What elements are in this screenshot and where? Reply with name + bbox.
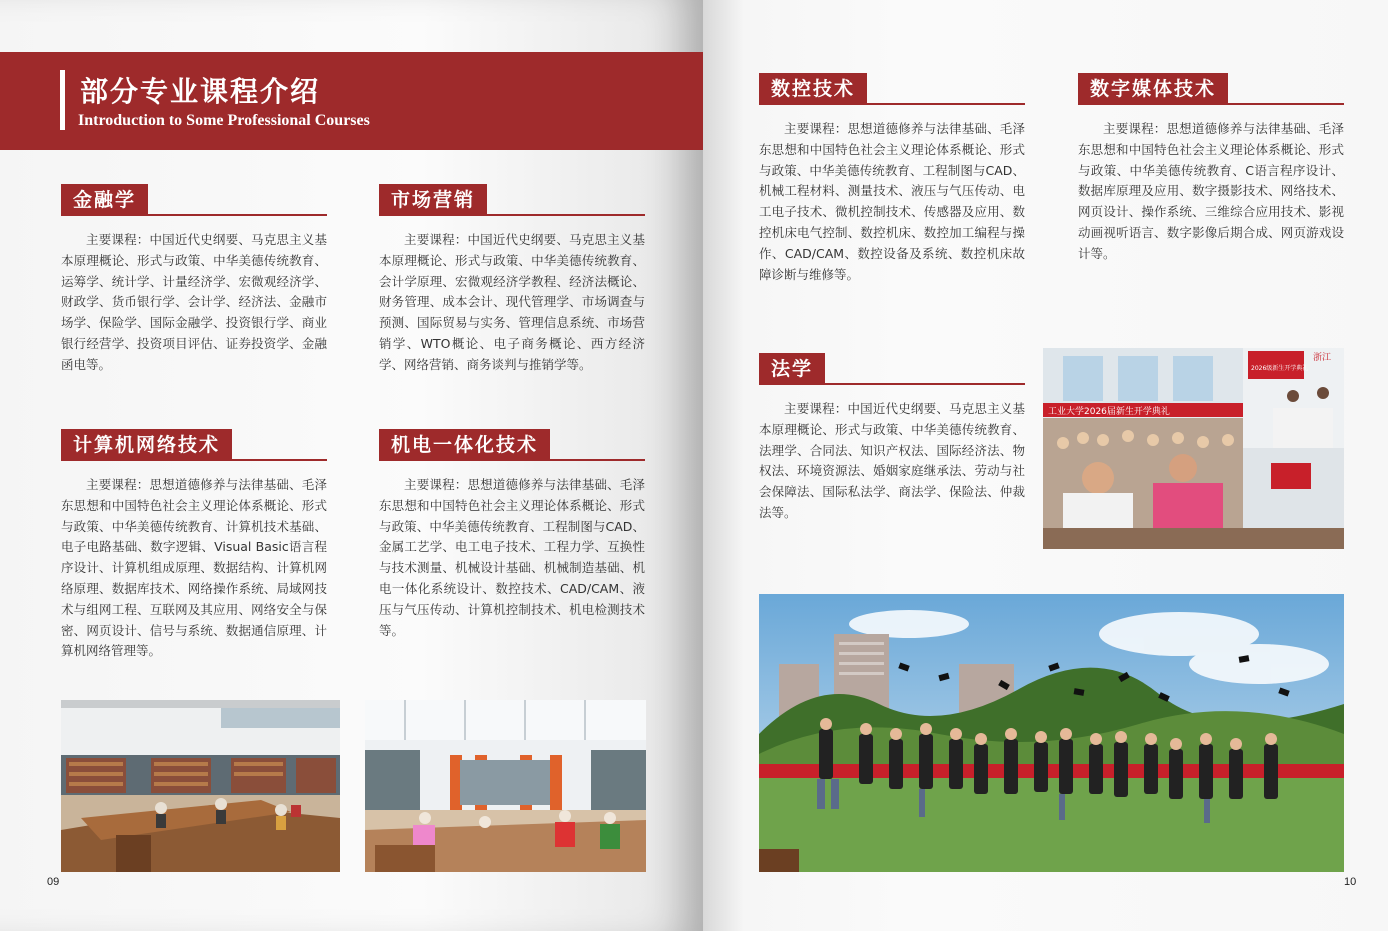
banner-accent-bar <box>60 70 65 130</box>
section-body: 主要课程：中国近代史纲要、马克思主义基本原理概论、形式与政策、中华美德传统教育、运筹学、统计学、计量经济学、宏微观经济学、财政学、货币银行学、会计学、经济法、金融市场学、保险学、国际金融学、投资银行学、商业银行经营学、投资项目评估、证券投资学、金融函电等。 <box>61 232 327 372</box>
section-digital-media <box>1078 75 1344 265</box>
page-subtitle: Introduction to Some Professional Courses <box>78 112 370 129</box>
section-title: 金融学 <box>61 184 148 216</box>
section-header <box>61 186 327 216</box>
section-body: 主要课程：中国近代史纲要、马克思主义基本原理概论、形式与政策、中华美德传统教育、法理学、合同法、知识产权法、国际经济法、物权法、环境资源法、婚姻家庭继承法、劳动与社会保障法、国际私法学、商法学、保险法、仲裁法等。 <box>759 401 1025 520</box>
graduation-photo <box>759 594 1344 872</box>
section-finance <box>61 186 327 376</box>
section-header <box>61 431 327 461</box>
section-title: 机电一体化技术 <box>379 429 550 461</box>
section-title: 数控技术 <box>759 73 867 105</box>
right-page <box>703 0 1388 931</box>
screen-text: 2026级新生开学典礼 <box>1251 365 1309 372</box>
section-title: 计算机网络技术 <box>61 429 232 461</box>
library-photo-1-image <box>61 700 340 872</box>
page-number-right: 10 <box>1344 876 1357 888</box>
sign-text: 浙江 <box>1313 353 1332 363</box>
section-marketing <box>379 186 645 376</box>
library-photo-2-image <box>365 700 646 872</box>
section-mechatronics <box>379 431 645 641</box>
section-body: 主要课程：中国近代史纲要、马克思主义基本原理概论、形式与政策、中华美德传统教育、会计学原理、宏微观经济学教程、经济法概论、财务管理、成本会计、现代管理学、市场调查与预测、国际贸易与实务、管理信息系统、市场营销学、WTO概论、电子商务概论、西方经济学、网络营销、商务谈判与推销学等。 <box>379 232 645 372</box>
section-header <box>759 75 1025 105</box>
page-title: 部分专业课程介绍 <box>80 75 321 108</box>
classroom-photo <box>1043 348 1344 549</box>
section-title: 市场营销 <box>379 184 487 216</box>
page-number-left: 09 <box>47 876 60 888</box>
section-body: 主要课程：思想道德修养与法律基础、毛泽东思想和中国特色社会主义理论体系概论、形式与政策、中华美德传统教育、计算机技术基础、电子电路基础、数字逻辑、Visual Basic语言程序设计、计算机组成原理、数据结构、计算机网络原理、数据库技术、网络操作系统、局域网技术与组网工程、互联网及其应用、网络安全与保密、网页设计、信号与系统、数据通信原理、计算机网络管理等。 <box>61 477 327 659</box>
section-body: 主要课程：思想道德修养与法律基础、毛泽东思想和中国特色社会主义理论体系概论、形式与政策、中华美德传统教育、工程制图与CAD、机械工程材料、测量技术、液压与气压传动、电工电子技术、微机控制技术、传感器及应用、数控机床电气控制、数控机床、数控加工编程与操作、CAD/CAM、数控设备及系统、数控机床故障诊断与维修等。 <box>759 121 1025 282</box>
section-body: 主要课程：思想道德修养与法律基础、毛泽东思想和中国特色社会主义理论体系概论、形式与政策、中华美德传统教育、C语言程序设计、数据库原理及应用、数字摄影技术、网络技术、网页设计、操作系统、三维综合应用技术、影视动画视听语言、数字影像后期合成、网页游戏设计等。 <box>1078 121 1344 261</box>
section-network <box>61 431 327 662</box>
section-law <box>759 355 1025 524</box>
section-title: 数字媒体技术 <box>1078 73 1228 105</box>
event-banner-text: 工业大学2026届新生开学典礼 <box>1048 407 1170 417</box>
section-header <box>759 355 1025 385</box>
library-photo-2 <box>365 700 646 872</box>
section-header <box>379 431 645 461</box>
section-header <box>1078 75 1344 105</box>
graduation-photo-image <box>759 594 1344 872</box>
classroom-photo-image <box>1043 348 1344 549</box>
section-title: 法学 <box>759 353 825 385</box>
header-banner <box>0 52 703 150</box>
section-header <box>379 186 645 216</box>
section-cnc <box>759 75 1025 285</box>
section-body: 主要课程：思想道德修养与法律基础、毛泽东思想和中国特色社会主义理论体系概论、形式与政策、中华美德传统教育、工程制图与CAD、金属工艺学、电工电子技术、工程力学、互换性与技术测量、机械设计基础、机械制造基础、机电一体化系统设计、数控技术、CAD/CAM、液压与气压传动、计算机控制技术、机电检测技术等。 <box>379 477 645 638</box>
library-photo-1 <box>61 700 340 872</box>
